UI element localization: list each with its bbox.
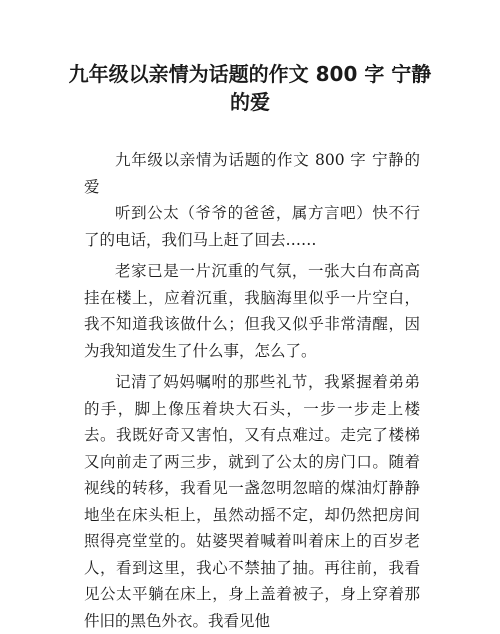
document-body [84,147,420,634]
paragraph-old-home: 老家已是一片沉重的气氛，一张大白布高高挂在楼上，应着沉重，我脑海里似乎一片空白，我不知道我该做什么；但我又似乎非常清醒，因为我知道发生了什么事，怎么了。 [84,262,420,360]
paragraph-heading-repeat: 九年级以亲情为话题的作文 800 字 宁静的爱 [84,151,420,196]
paragraph-going-upstairs: 记清了妈妈嘱咐的那些礼节，我紧握着弟弟的手，脚上像压着块大石头，一步一步走上楼去。我既好奇又害怕，又有点难过。走完了楼梯又向前走了两三步，就到了公太的房门口。随着视线的转移，我看见一盏忽明忽暗的煤油灯静静地坐在床头柜上，虽然动摇不定，却仍然把房间照得亮堂堂的。姑婆哭着喊着叫着床上的百岁老人，看到这里，我心不禁抽了抽。再往前，我看见公太平躺在床上，身上盖着被子，身上穿着那件旧的黑色外衣。我看见他 [84,373,420,630]
document-title: 九年级以亲情为话题的作文 800 字 宁静的爱 [68,62,432,114]
paragraph-phone-call: 听到公太（爷爷的爸爸，属方言吧）快不行了的电话，我们马上赶了回去…… [84,204,420,249]
